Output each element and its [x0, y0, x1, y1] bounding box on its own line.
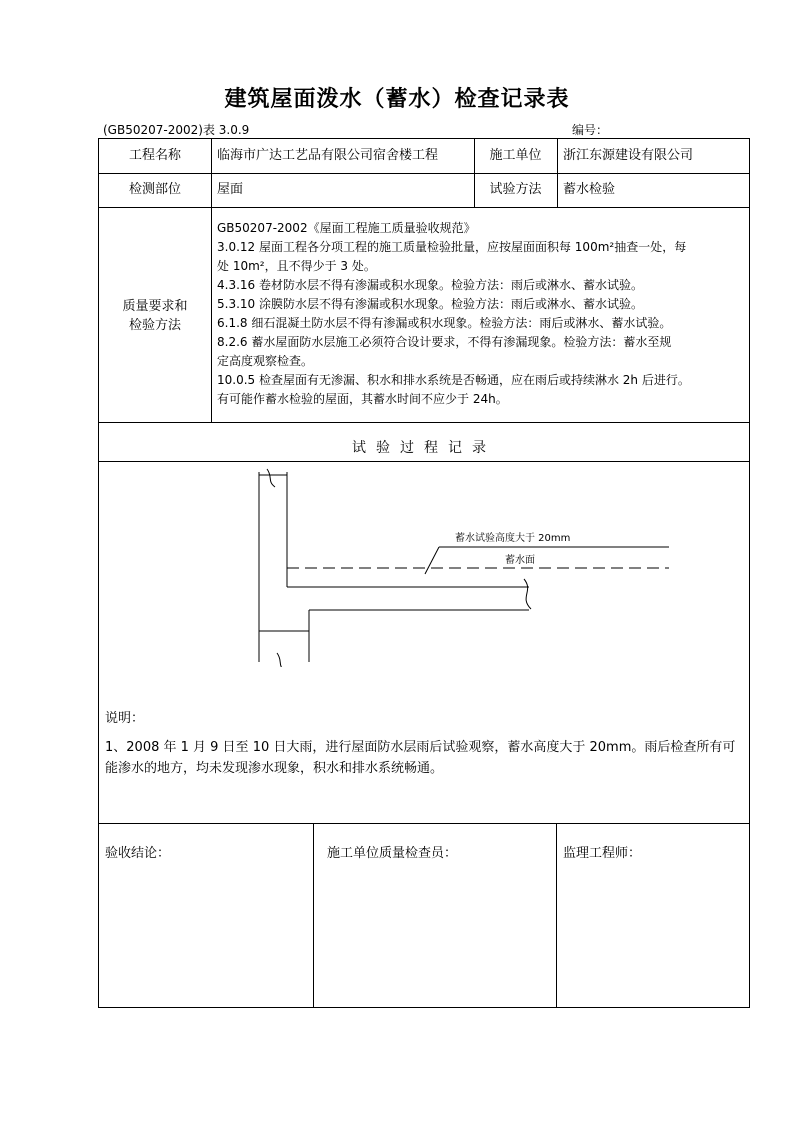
test-method-value: 蓄水检验: [563, 182, 616, 197]
requirement-line: 6.1.8 细石混凝土防水层不得有渗漏或积水现象。检验方法：雨后或淋水、蓄水试验。: [217, 316, 672, 330]
quality-inspector-label: 施工单位质量检查员：: [327, 846, 458, 861]
requirement-line: 4.3.16 卷材防水层不得有渗漏或积水现象。检验方法：雨后或淋水、蓄水试验。: [217, 278, 643, 292]
project-name-label: 工程名称: [128, 148, 181, 163]
row-divider: [99, 461, 749, 462]
test-method-label: 试验方法: [489, 182, 542, 197]
requirement-line: 10.0.5 检查屋面有无渗漏、积水和排水系统是否畅通，应在雨后或持续淋水 2h 后进行。: [217, 373, 690, 387]
project-name-value: 临海市广达工艺品有限公司宿舍楼工程: [217, 148, 439, 163]
requirement-line: 有可能作蓄水检验的屋面，其蓄水时间不应少于 24h。: [217, 392, 508, 406]
inspection-part-label: 检测部位: [128, 182, 181, 197]
notes-text: 1、2008 年 1 月 9 日至 10 日大雨，进行屋面防水层雨后试验观察，蓄水高度大于 20mm。雨后检查所有可能渗水的地方，均未发现渗水现象，积水和排水系统畅通。: [105, 740, 736, 776]
break-mark-right: [524, 579, 531, 609]
water-storage-diagram: [249, 467, 679, 667]
note-leader-arrow: [425, 547, 439, 574]
requirement-line: 定高度观察检查。: [217, 354, 314, 368]
requirement-line: 5.3.10 涂膜防水层不得有渗漏或积水现象。检验方法：雨后或淋水、蓄水试验。: [217, 297, 643, 311]
number-label: 编号：: [572, 123, 609, 137]
height-note-label: 蓄水试验高度大于 20mm: [455, 533, 571, 544]
water-surface-label: 蓄水面: [505, 555, 535, 566]
column-divider: [556, 823, 557, 1008]
row-divider: [99, 207, 749, 208]
page-title: 建筑屋面泼水（蓄水）检查记录表: [224, 87, 570, 112]
inspection-form: [98, 138, 750, 1008]
notes-label: 说明：: [105, 711, 145, 726]
record-section-title: 试验过程记录: [352, 440, 496, 456]
supervisor-label: 监理工程师：: [563, 846, 642, 861]
requirements-label: [99, 297, 211, 335]
requirement-line: 3.0.12 屋面工程各分项工程的施工质量检验批量，应按屋面面积每 100m²抽查一处，每: [217, 240, 687, 254]
requirement-line: 处 10m²，且不得少于 3 处。: [217, 259, 376, 273]
requirement-line: GB50207-2002《屋面工程施工质量验收规范》: [217, 221, 476, 235]
row-divider: [99, 823, 749, 824]
row-divider: [99, 173, 749, 174]
construction-unit-label: 施工单位: [489, 148, 542, 163]
inspection-part-value: 屋面: [217, 182, 244, 197]
column-divider: [557, 139, 558, 207]
break-mark-bottom: [277, 653, 285, 667]
column-divider: [211, 139, 212, 422]
requirements-text: [217, 219, 747, 409]
requirement-line: 8.2.6 蓄水屋面防水层施工必须符合设计要求，不得有渗漏现象。检验方法：蓄水至规: [217, 335, 672, 349]
requirements-label-line: 检验方法: [128, 318, 181, 333]
break-mark-top: [267, 469, 275, 487]
column-divider: [313, 823, 314, 1008]
acceptance-conclusion-label: 验收结论：: [105, 846, 171, 861]
standard-reference: (GB50207-2002)表 3.0.9: [103, 123, 250, 137]
row-divider: [99, 422, 749, 423]
requirements-label-line: 质量要求和: [122, 299, 188, 314]
construction-unit-value: 浙江东源建设有限公司: [563, 148, 694, 163]
